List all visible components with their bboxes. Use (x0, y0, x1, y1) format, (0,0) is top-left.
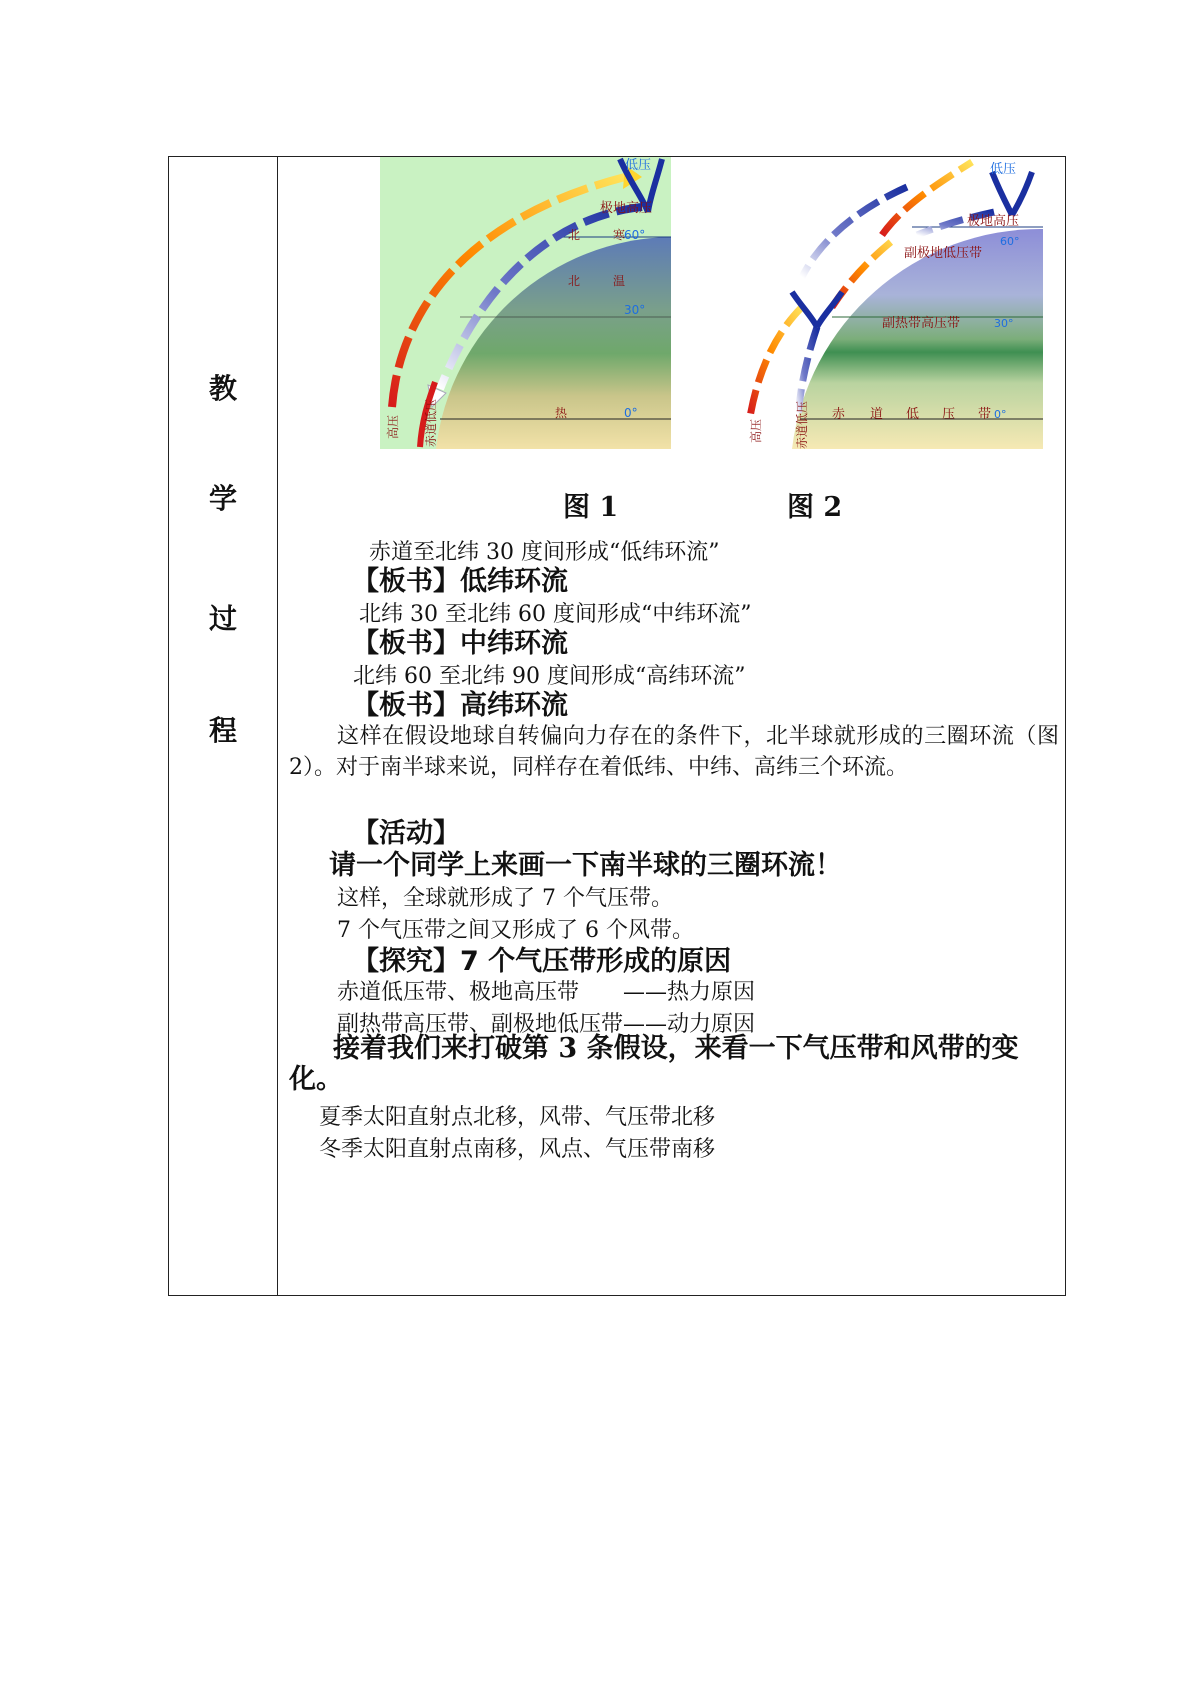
fig2-lat-label: 0° (994, 408, 1007, 421)
fig1-lat-label: 30° (624, 303, 646, 317)
text-line: 7 个气压带之间又形成了 6 个风带。 (337, 918, 694, 943)
side-label-char: 教 (208, 372, 237, 405)
fig1-zone-text: 北 (568, 274, 581, 288)
fig2-subtropical-high-label: 副热带高压带 (882, 316, 961, 331)
fig1-zone-text: 寒 (613, 228, 626, 242)
fig1-high-pressure-label: 高压 (386, 414, 400, 439)
fig2-equator-low-label: 赤道低压 (795, 400, 809, 449)
text-line: 冬季太阳直射点南移，风点、气压带南移 (319, 1137, 716, 1162)
fig1-lat-label: 0° (624, 406, 638, 420)
lesson-table (168, 156, 1066, 1296)
column-divider (277, 157, 278, 1295)
explore-heading: 【探究】7 个气压带形成的原因 (352, 946, 732, 977)
fig1-zone-text: 热 (555, 406, 568, 420)
fig2-belt-char: 低 (906, 407, 920, 422)
board-note-heading: 【板书】中纬环流 (352, 628, 568, 659)
fig2-belt-char: 道 (870, 407, 884, 422)
figure-2-three-cell-circulation (722, 157, 1043, 449)
fig2-lat-label: 30° (994, 317, 1014, 330)
figure-2-caption: 图 2 (787, 492, 843, 523)
fig1-lat-label: 60° (624, 228, 646, 242)
text-line: 北纬 60 至北纬 90 度间形成“高纬环流” (353, 664, 746, 689)
figure-1-caption: 图 1 (563, 492, 619, 523)
fig2-belt-char: 压 (942, 407, 956, 422)
fig2-belt-char: 赤 (832, 407, 846, 422)
text-line: 北纬 30 至北纬 60 度间形成“中纬环流” (359, 602, 752, 627)
side-label-char: 程 (208, 714, 237, 747)
fig2-polar-high-label: 极地高压 (967, 214, 1020, 229)
side-label-char: 过 (208, 602, 237, 635)
fig1-zone-text: 北 (568, 228, 581, 242)
fig1-low-pressure-label: 低压 (625, 158, 652, 173)
text-line: 赤道至北纬 30 度间形成“低纬环流” (369, 540, 720, 565)
fig2-high-pressure-label: 高压 (749, 418, 763, 443)
activity-heading: 【活动】 (352, 818, 460, 849)
fig1-equator-low-label: 赤道低压 (424, 398, 438, 447)
text-line: 副热带高压带、副极地低压带——动力原因 (337, 1012, 756, 1037)
board-note-heading: 【板书】低纬环流 (352, 566, 568, 597)
text-line: 夏季太阳直射点北移，风带、气压带北移 (319, 1105, 716, 1130)
fig1-zone-text: 温 (613, 274, 626, 288)
text-line: 这样，全球就形成了 7 个气压带。 (337, 886, 673, 911)
activity-text: 请一个同学上来画一下南半球的三圈环流！ (329, 850, 842, 881)
figure-1-single-cell-circulation (380, 157, 671, 449)
board-note-heading: 【板书】高纬环流 (352, 690, 568, 721)
side-label-char: 学 (208, 482, 237, 515)
fig2-subpolar-low-label: 副极地低压带 (904, 246, 983, 261)
bold-paragraph: 接着我们来打破第 3 条假设，来看一下气压带和风带的变化。 (289, 1033, 1019, 1095)
fig2-lat-label: 60° (1000, 235, 1020, 248)
paragraph: 这样在假设地球自转偏向力存在的条件下，北半球就形成的三圈环流（图 2）。对于南半球来说，同样存在着低纬、中纬、高纬三个环流。 (289, 724, 1059, 780)
fig2-low-pressure-label: 低压 (990, 162, 1017, 177)
text-line: 赤道低压带、极地高压带 ——热力原因 (337, 980, 756, 1005)
fig2-belt-char: 带 (978, 407, 992, 422)
fig1-polar-high-label: 极地高压 (600, 201, 653, 216)
